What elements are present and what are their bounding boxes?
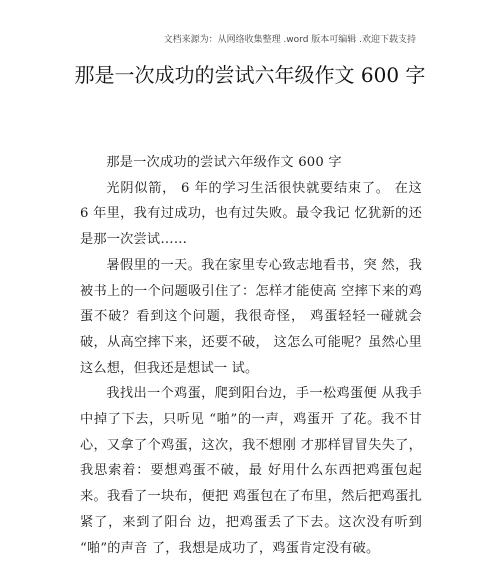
- paragraph: 光阴似箭， 6 年的学习生活很快就要结束了。 在这 6 年里，我有过成功，也有过失败。最令我记 忆犹新的还是那一次尝试……: [80, 180, 422, 248]
- paragraph: 暑假里的一天。我在家里专心致志地看书，突 然，我被书上的一个问题吸引住了：怎样才能使高 空摔下来的鸡蛋不破？看到这个问题，我很奇怪， 鸡蛋轻轻一碰就会破，从高空摔下来，还要不破， 这怎么可能呢？虽然心里这么想，但我还是想试一 试。: [80, 257, 422, 376]
- document-title: 那是一次成功的尝试六年级作文 600 字: [74, 63, 426, 87]
- document-body: [80, 150, 422, 561]
- paragraph: 那是一次成功的尝试六年级作文 600 字: [106, 155, 342, 170]
- source-note: 文档来源为：从网络收集整理 .word 版本可编辑 .欢迎下载支持: [163, 35, 416, 45]
- paragraph: 我找出一个鸡蛋，爬到阳台边，手一松鸡蛋便 从我手中掉了下去，只听见 “啪”的一声，鸡蛋开 了花。我不甘心，又拿了个鸡蛋，这次，我不想刚 才那样冒冒失失了，我思索着：要想鸡蛋不破，最 好用什么东西把鸡蛋包起来。我看了一块布，便把 鸡蛋包在了布里，然后把鸡蛋扎紧了，来到了阳台 边，把鸡蛋丢了下去。这次没有听到 “啪”的声音 了，我想是成功了，鸡蛋肯定没有破。: [80, 386, 422, 556]
